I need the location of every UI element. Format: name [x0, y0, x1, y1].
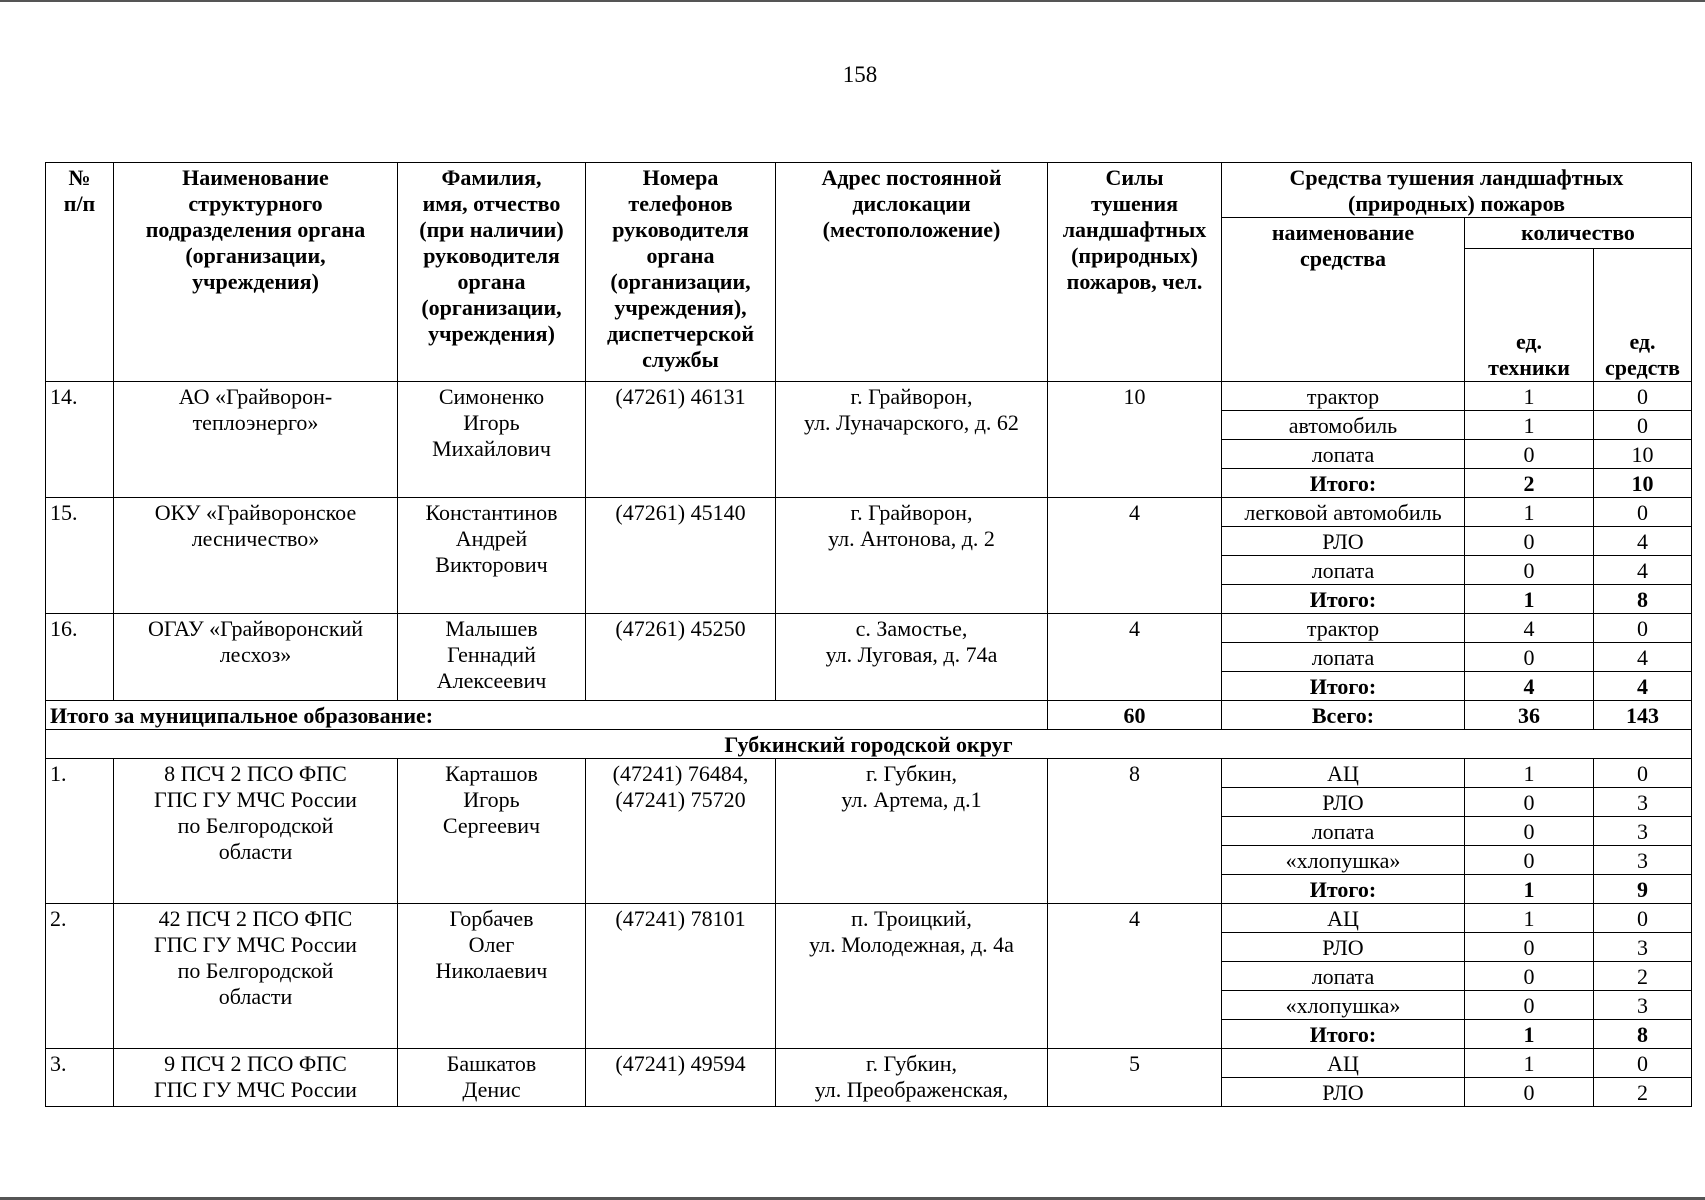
- page-number: 158: [842, 62, 878, 87]
- cell-equipment-tech: 0: [1465, 643, 1594, 672]
- cell-head: Башкатов Денис: [398, 1049, 586, 1107]
- header-col-phone: Номера телефонов руководителя органа (организации, учреждения), диспетчерской службы: [586, 163, 776, 382]
- cell-forces: 4: [1048, 498, 1222, 614]
- municipal-total-tech: 36: [1465, 701, 1594, 730]
- cell-equipment-means: 3: [1594, 817, 1692, 846]
- cell-unit: ОКУ «Грайворонское лесничество»: [114, 498, 398, 614]
- cell-equipment-means: 0: [1594, 759, 1692, 788]
- cell-unit: АО «Грайворон- теплоэнерго»: [114, 382, 398, 498]
- cell-equipment-tech: 1: [1465, 904, 1594, 933]
- cell-total-tech: 1: [1465, 1020, 1594, 1049]
- cell-equipment-name: лопата: [1222, 643, 1465, 672]
- cell-equipment-means: 3: [1594, 933, 1692, 962]
- cell-equipment-tech: 0: [1465, 962, 1594, 991]
- header-col-quantity: количество: [1465, 218, 1692, 249]
- header-col-units-means: ед. средств: [1594, 249, 1692, 382]
- cell-equipment-tech: 0: [1465, 440, 1594, 469]
- municipal-total-means: 143: [1594, 701, 1692, 730]
- cell-forces: 4: [1048, 614, 1222, 701]
- cell-unit: ОГАУ «Грайворонский лесхоз»: [114, 614, 398, 701]
- cell-num: 2.: [46, 904, 114, 1049]
- cell-address: г. Грайворон, ул. Антонова, д. 2: [776, 498, 1048, 614]
- municipal-total-grand-label: Всего:: [1222, 701, 1465, 730]
- table-row: [46, 1049, 1692, 1078]
- cell-equipment-means: 2: [1594, 1078, 1692, 1107]
- cell-equipment-means: 2: [1594, 962, 1692, 991]
- cell-equipment-means: 4: [1594, 643, 1692, 672]
- header-col-forces: Силы тушения ландшафтных (природных) пожаров, чел.: [1048, 163, 1222, 382]
- cell-equipment-means: 4: [1594, 527, 1692, 556]
- cell-phone: (47241) 49594: [586, 1049, 776, 1107]
- cell-equipment-means: 0: [1594, 498, 1692, 527]
- cell-total-label: Итого:: [1222, 585, 1465, 614]
- cell-address: г. Губкин, ул. Артема, д.1: [776, 759, 1048, 904]
- cell-equipment-tech: 0: [1465, 556, 1594, 585]
- cell-equipment-tech: 0: [1465, 788, 1594, 817]
- table-row: [46, 498, 1692, 527]
- cell-equipment-name: лопата: [1222, 962, 1465, 991]
- cell-unit: 42 ПСЧ 2 ПСО ФПС ГПС ГУ МЧС России по Белгородской области: [114, 904, 398, 1049]
- cell-phone: (47241) 78101: [586, 904, 776, 1049]
- cell-equipment-means: 3: [1594, 846, 1692, 875]
- cell-num: 15.: [46, 498, 114, 614]
- header-col-means: Средства тушения ландшафтных (природных) пожаров: [1222, 163, 1692, 218]
- section-row: [46, 730, 1692, 759]
- cell-equipment-means: 3: [1594, 991, 1692, 1020]
- cell-head: Горбачев Олег Николаевич: [398, 904, 586, 1049]
- cell-equipment-name: «хлопушка»: [1222, 991, 1465, 1020]
- cell-phone: (47261) 46131: [586, 382, 776, 498]
- cell-address: п. Троицкий, ул. Молодежная, д. 4а: [776, 904, 1048, 1049]
- cell-head: Симоненко Игорь Михайлович: [398, 382, 586, 498]
- cell-address: г. Грайворон, ул. Луначарского, д. 62: [776, 382, 1048, 498]
- table-row: [46, 759, 1692, 788]
- header-col-means-name: наименование средства: [1222, 218, 1465, 382]
- cell-equipment-name: РЛО: [1222, 527, 1465, 556]
- cell-equipment-name: легковой автомобиль: [1222, 498, 1465, 527]
- cell-total-means: 4: [1594, 672, 1692, 701]
- cell-equipment-tech: 0: [1465, 991, 1594, 1020]
- cell-equipment-name: трактор: [1222, 614, 1465, 643]
- cell-equipment-means: 10: [1594, 440, 1692, 469]
- cell-num: 1.: [46, 759, 114, 904]
- scan-border-top: [0, 0, 1705, 2]
- cell-equipment-means: 0: [1594, 382, 1692, 411]
- municipal-total-label: Итого за муниципальное образование:: [46, 701, 1048, 730]
- cell-equipment-name: РЛО: [1222, 1078, 1465, 1107]
- cell-phone: (47261) 45140: [586, 498, 776, 614]
- cell-total-label: Итого:: [1222, 672, 1465, 701]
- cell-total-tech: 2: [1465, 469, 1594, 498]
- cell-forces: 5: [1048, 1049, 1222, 1107]
- cell-equipment-name: АЦ: [1222, 904, 1465, 933]
- table-row: [46, 904, 1692, 933]
- cell-num: 3.: [46, 1049, 114, 1107]
- cell-forces: 4: [1048, 904, 1222, 1049]
- cell-equipment-tech: 0: [1465, 527, 1594, 556]
- cell-equipment-name: лопата: [1222, 556, 1465, 585]
- cell-equipment-means: 0: [1594, 411, 1692, 440]
- cell-equipment-name: автомобиль: [1222, 411, 1465, 440]
- cell-phone: (47241) 76484, (47241) 75720: [586, 759, 776, 904]
- cell-address: г. Губкин, ул. Преображенская,: [776, 1049, 1048, 1107]
- cell-equipment-tech: 1: [1465, 498, 1594, 527]
- table-row: [46, 614, 1692, 643]
- fire-means-table: [45, 162, 1692, 1107]
- cell-num: 16.: [46, 614, 114, 701]
- cell-total-tech: 1: [1465, 875, 1594, 904]
- cell-equipment-tech: 1: [1465, 759, 1594, 788]
- cell-equipment-name: АЦ: [1222, 1049, 1465, 1078]
- cell-equipment-tech: 0: [1465, 846, 1594, 875]
- table-row: [46, 382, 1692, 411]
- table-header: [46, 163, 1692, 382]
- cell-head: Константинов Андрей Викторович: [398, 498, 586, 614]
- cell-total-means: 8: [1594, 585, 1692, 614]
- cell-equipment-means: 0: [1594, 904, 1692, 933]
- municipal-total-row: [46, 701, 1692, 730]
- cell-unit: 8 ПСЧ 2 ПСО ФПС ГПС ГУ МЧС России по Белгородской области: [114, 759, 398, 904]
- cell-total-means: 9: [1594, 875, 1692, 904]
- cell-equipment-tech: 1: [1465, 1049, 1594, 1078]
- cell-equipment-name: лопата: [1222, 817, 1465, 846]
- cell-equipment-means: 4: [1594, 556, 1692, 585]
- cell-num: 14.: [46, 382, 114, 498]
- table-body-bottom: [46, 759, 1692, 1107]
- cell-total-tech: 4: [1465, 672, 1594, 701]
- cell-equipment-means: 3: [1594, 788, 1692, 817]
- cell-equipment-tech: 0: [1465, 933, 1594, 962]
- cell-equipment-name: трактор: [1222, 382, 1465, 411]
- cell-equipment-tech: 1: [1465, 411, 1594, 440]
- cell-equipment-tech: 0: [1465, 817, 1594, 846]
- municipal-total-body: [46, 701, 1692, 759]
- cell-total-tech: 1: [1465, 585, 1594, 614]
- cell-phone: (47261) 45250: [586, 614, 776, 701]
- section-title: Губкинский городской округ: [46, 730, 1692, 759]
- cell-head: Малышев Геннадий Алексеевич: [398, 614, 586, 701]
- cell-total-means: 10: [1594, 469, 1692, 498]
- header-col-num: № п/п: [46, 163, 114, 382]
- cell-equipment-name: лопата: [1222, 440, 1465, 469]
- cell-total-means: 8: [1594, 1020, 1692, 1049]
- cell-address: с. Замостье, ул. Луговая, д. 74а: [776, 614, 1048, 701]
- cell-equipment-name: АЦ: [1222, 759, 1465, 788]
- header-col-address: Адрес постоянной дислокации (местоположение): [776, 163, 1048, 382]
- cell-equipment-name: «хлопушка»: [1222, 846, 1465, 875]
- table-body-top: [46, 382, 1692, 701]
- cell-equipment-means: 0: [1594, 614, 1692, 643]
- header-col-head: Фамилия, имя, отчество (при наличии) руководителя органа (организации, учреждения): [398, 163, 586, 382]
- municipal-total-forces: 60: [1048, 701, 1222, 730]
- cell-equipment-tech: 4: [1465, 614, 1594, 643]
- cell-equipment-means: 0: [1594, 1049, 1692, 1078]
- cell-head: Карташов Игорь Сергеевич: [398, 759, 586, 904]
- cell-forces: 10: [1048, 382, 1222, 498]
- header-col-unit: Наименование структурного подразделения органа (организации, учреждения): [114, 163, 398, 382]
- cell-forces: 8: [1048, 759, 1222, 904]
- cell-equipment-tech: 1: [1465, 382, 1594, 411]
- header-col-units-equipment: ед. техники: [1465, 249, 1594, 382]
- cell-unit: 9 ПСЧ 2 ПСО ФПС ГПС ГУ МЧС России: [114, 1049, 398, 1107]
- cell-total-label: Итого:: [1222, 1020, 1465, 1049]
- cell-equipment-name: РЛО: [1222, 933, 1465, 962]
- cell-total-label: Итого:: [1222, 469, 1465, 498]
- cell-equipment-tech: 0: [1465, 1078, 1594, 1107]
- cell-total-label: Итого:: [1222, 875, 1465, 904]
- cell-equipment-name: РЛО: [1222, 788, 1465, 817]
